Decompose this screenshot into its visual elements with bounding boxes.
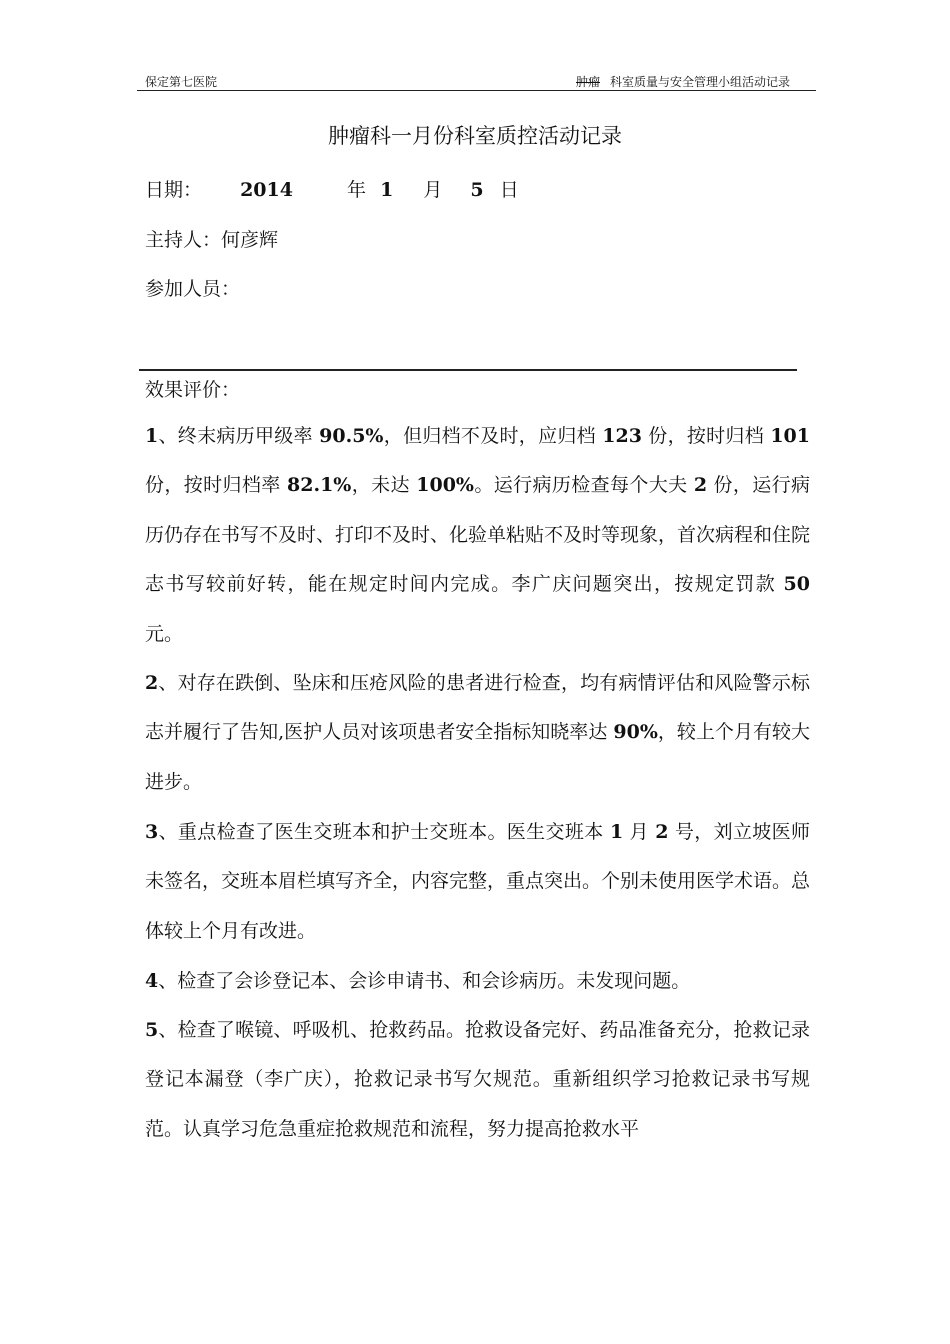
host-row [145, 225, 278, 252]
host-name: 何彦辉 [221, 229, 279, 251]
emphasis-text: 123 [602, 425, 642, 447]
emphasis-text: 1 [609, 821, 624, 843]
date-row [145, 175, 519, 202]
page-header [137, 70, 816, 91]
emphasis-text: 101 [770, 425, 810, 447]
date-month-unit: 月 [423, 179, 443, 201]
header-struck-department: 肿瘤 [575, 75, 600, 89]
emphasis-text: 90.5% [319, 425, 384, 447]
emphasis-text: 3 [145, 821, 159, 843]
date-year-unit: 年 [347, 179, 367, 201]
header-title-text: 科室质量与安全管理小组活动记录 [609, 75, 790, 89]
evaluation-item-1 [145, 412, 810, 659]
body-text: 元。 [145, 622, 184, 645]
body-text: 份，运行病历仍存在书写不及时、打印不及时、化验单粘贴不及时等现象，首次病程和住院志书写较前好转，能在规定时间内完成。李广庆问题突出，按规定罚款 [145, 474, 811, 596]
participants-label: 参加人员： [145, 278, 241, 300]
evaluation-item-4 [145, 957, 810, 1006]
body-text: 、重点检查了医生交班本和护士交班本。医生交班本 [158, 821, 610, 843]
date-day-unit: 日 [499, 179, 519, 201]
emphasis-text: 2 [145, 672, 159, 694]
body-text: 号，刘立坡医师未签名，交班本眉栏填写齐全，内容完整，重点突出。个别未使用医学术语。总体较上个月有改进。 [145, 821, 811, 942]
body-text: 、检查了会诊登记本、会诊申请书、和会诊病历。未发现问题。 [158, 970, 691, 992]
body-text: 份，按时归档率 [145, 474, 288, 497]
host-label: 主持人： [145, 229, 222, 251]
date-month: 1 [380, 179, 394, 201]
body-text: ，但归档不及时，应归档 [383, 425, 603, 447]
header-document-title [576, 73, 790, 90]
evaluation-label: 效果评价： [145, 379, 241, 401]
emphasis-text: 82.1% [287, 474, 352, 497]
emphasis-text: 2 [655, 821, 669, 843]
evaluation-item-2 [145, 659, 810, 807]
body-text: 、检查了喉镜、呼吸机、抢救药品。抢救设备完好、药品准备充分，抢救记录登记本漏登（李广庆），抢救记录书写欠规范。重新组织学习抢救记录书写规范。认真学习危急重症抢救规范和流程，努力提高抢救水平 [145, 1019, 810, 1140]
body-text: ，未达 [351, 474, 417, 497]
date-day: 5 [470, 179, 484, 201]
emphasis-text: 1 [145, 425, 159, 447]
emphasis-text: 90% [613, 721, 658, 744]
body-text: 。运行病历检查每个大夫 [473, 474, 694, 497]
body-text: 、终末病历甲级率 [158, 425, 320, 447]
emphasis-text: 4 [145, 970, 159, 992]
body-text: 、对存在跌倒、坠床和压疮风险的患者进行检查，均有病情评估和风险警示标志并履行了告知,医护人员对该项患者安全指标知晓率达 [145, 672, 810, 744]
date-year: 2014 [240, 179, 293, 201]
emphasis-text: 50 [783, 573, 810, 596]
body-text: ，较上个月有较大进步。 [145, 721, 810, 793]
participants-row [145, 274, 240, 301]
emphasis-text: 5 [145, 1019, 159, 1041]
body-text: 月 [623, 821, 656, 843]
section-divider [139, 369, 797, 371]
body-text: 份，按时归档 [641, 425, 771, 447]
emphasis-text: 2 [693, 474, 708, 497]
evaluation-item-3 [145, 808, 810, 956]
document-title: 肿瘤科一月份科室质控活动记录 [328, 124, 622, 148]
header-hospital-name: 保定第七医院 [145, 75, 218, 89]
evaluation-item-5 [145, 1006, 810, 1154]
date-label: 日期： [145, 179, 203, 201]
emphasis-text: 100% [416, 474, 474, 497]
